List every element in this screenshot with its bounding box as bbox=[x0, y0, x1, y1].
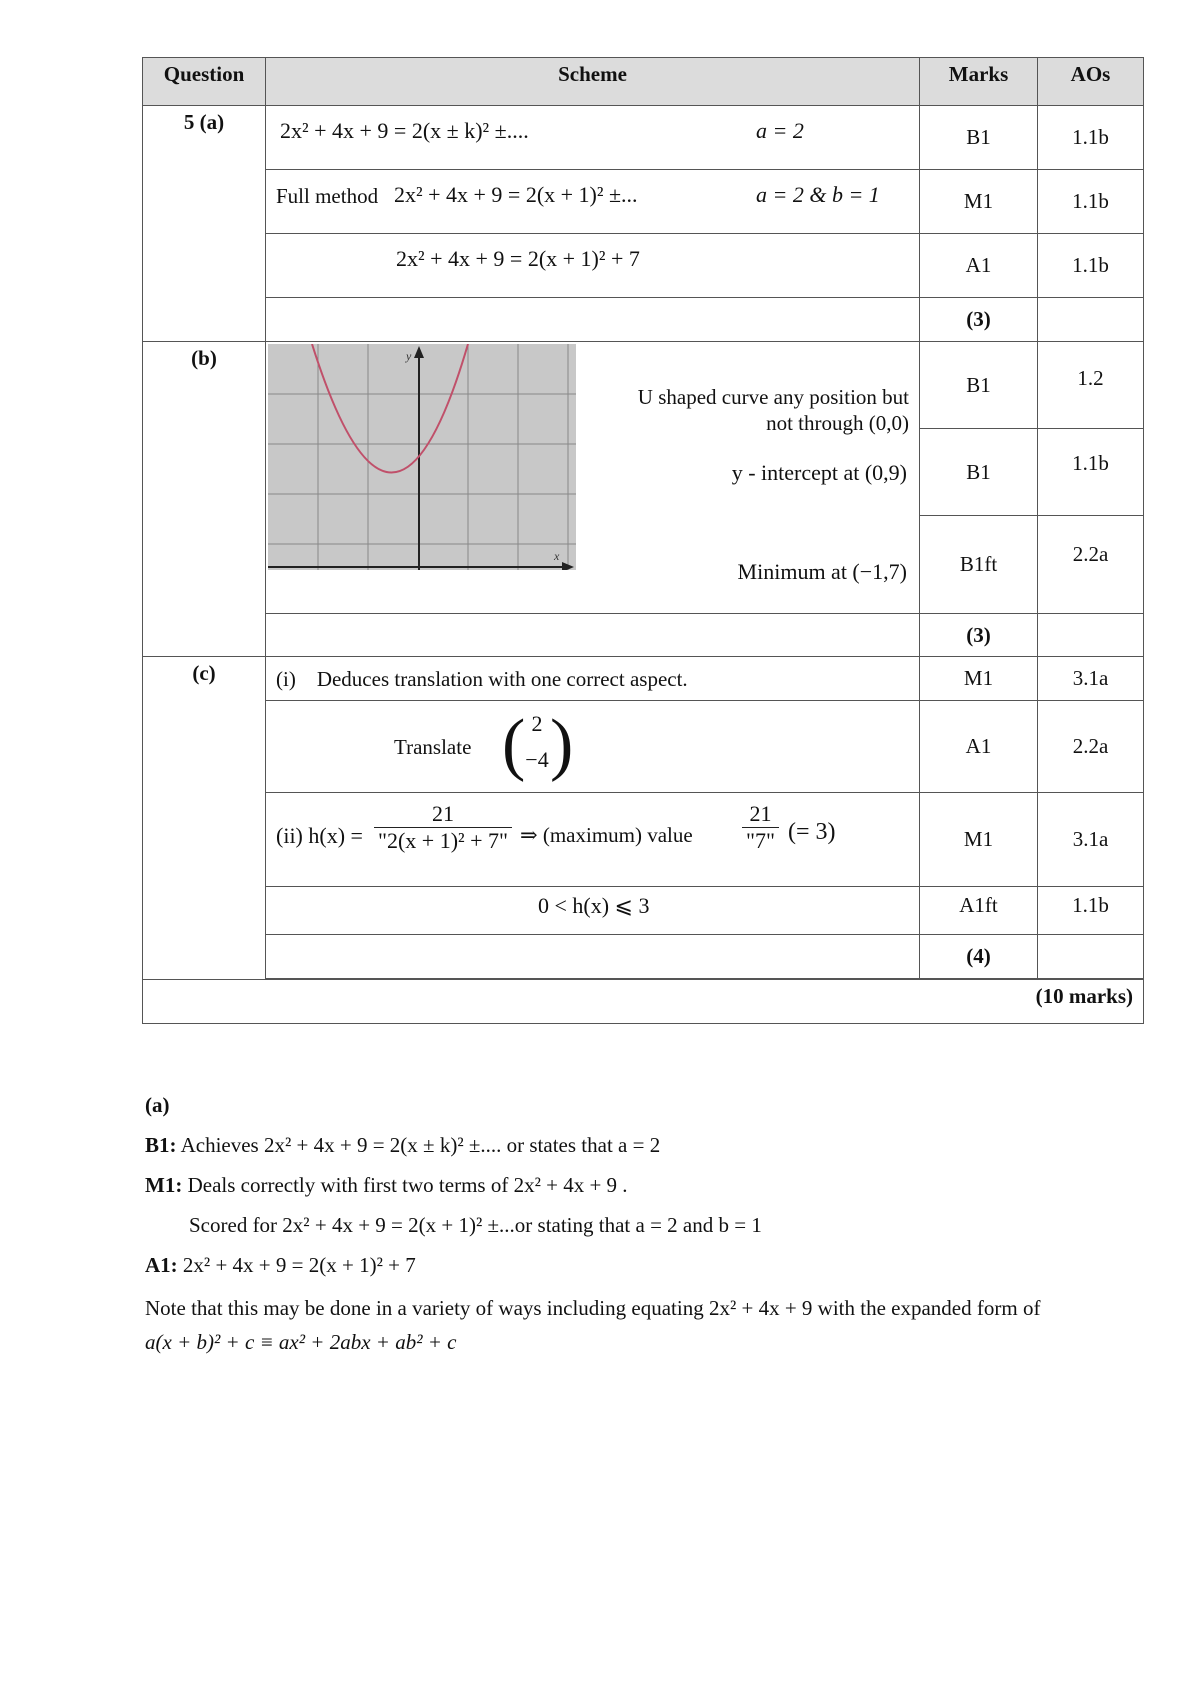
grand-total: (10 marks) bbox=[143, 980, 1144, 1024]
part-a-row-1 bbox=[143, 106, 1144, 170]
note-a1-label: A1: bbox=[145, 1253, 178, 1277]
scheme-text: U shaped curve any position but not through (0,0) bbox=[637, 385, 909, 435]
part-b-row-1 bbox=[143, 342, 1144, 429]
part-b-total-row bbox=[143, 614, 1144, 657]
marks: B1 bbox=[920, 342, 1038, 429]
ao: 1.1b bbox=[1038, 106, 1144, 170]
marks: M1 bbox=[920, 170, 1038, 234]
max-value-text: ⇒ (maximum) value bbox=[520, 823, 693, 847]
header-question: Question bbox=[143, 58, 266, 106]
ao: 1.2 bbox=[1038, 342, 1144, 429]
question-5a: 5 (a) bbox=[143, 106, 266, 342]
h-fraction-denominator: "2(x + 1)² + 7" bbox=[378, 828, 509, 853]
notes-heading: (a) bbox=[145, 1093, 170, 1117]
note-b1-text: Achieves 2x² + 4x + 9 = 2(x ± k)² ±.... or states that a = 2 bbox=[180, 1133, 661, 1157]
graph-background bbox=[268, 344, 576, 570]
part-b-total: (3) bbox=[920, 614, 1038, 657]
header-marks: Marks bbox=[920, 58, 1038, 106]
note-1: Note that this may be done in a variety of ways including equating 2x² + 4x + 9 with the expanded form of bbox=[145, 1296, 1041, 1320]
value-fraction bbox=[742, 801, 779, 854]
y-axis-label: y bbox=[406, 349, 412, 363]
marks: M1 bbox=[920, 657, 1038, 701]
scheme-eq: 2x² + 4x + 9 = 2(x ± k)² ±.... bbox=[280, 118, 529, 143]
vector-bottom: −4 bbox=[525, 747, 549, 772]
marks: A1 bbox=[920, 701, 1038, 793]
ao: 1.1b bbox=[1038, 170, 1144, 234]
note-a1-text: 2x² + 4x + 9 = 2(x + 1)² + 7 bbox=[182, 1253, 416, 1277]
marks: A1ft bbox=[920, 887, 1038, 935]
marks: B1ft bbox=[920, 516, 1038, 614]
parabola-graph bbox=[268, 344, 576, 570]
part-c-row-1 bbox=[143, 657, 1144, 701]
h-fraction-numerator: 21 bbox=[374, 801, 512, 828]
scheme-text: (i) Deduces translation with one correct aspect. bbox=[276, 667, 688, 691]
marks: B1 bbox=[920, 429, 1038, 516]
question-b: (b) bbox=[143, 342, 266, 657]
scheme-note: a = 2 & b = 1 bbox=[756, 182, 880, 207]
part-a-total-row bbox=[143, 298, 1144, 342]
marks: M1 bbox=[920, 793, 1038, 887]
vector-left-paren: ( bbox=[502, 706, 526, 783]
marking-notes bbox=[145, 1085, 1145, 1359]
scheme-prefix: Full method bbox=[276, 184, 379, 208]
range-text: 0 < h(x) ⩽ 3 bbox=[538, 893, 650, 918]
minimum-text: Minimum at (−1,7) bbox=[737, 559, 907, 584]
header-scheme: Scheme bbox=[266, 58, 920, 106]
scheme-note: a = 2 bbox=[756, 118, 804, 143]
note-b1-label: B1: bbox=[145, 1133, 177, 1157]
note-m1-text2: Scored for 2x² + 4x + 9 = 2(x + 1)² ±...or stating that a = 2 and b = 1 bbox=[189, 1213, 762, 1237]
grand-total-row bbox=[143, 980, 1144, 1024]
ao: 2.2a bbox=[1038, 701, 1144, 793]
note-m1 bbox=[145, 1165, 1145, 1205]
x-axis-label: x bbox=[554, 549, 560, 563]
part-a-total: (3) bbox=[920, 298, 1038, 342]
ao: 3.1a bbox=[1038, 793, 1144, 887]
translate-label: Translate bbox=[394, 735, 472, 759]
part-a-row-2 bbox=[143, 170, 1144, 234]
y-intercept-text: y - intercept at (0,9) bbox=[731, 460, 907, 485]
question-c: (c) bbox=[143, 657, 266, 980]
ao: 1.1b bbox=[1038, 234, 1144, 298]
part-c-total-row bbox=[143, 935, 1144, 979]
scheme-eq: 2x² + 4x + 9 = 2(x + 1)² ±... bbox=[394, 182, 638, 207]
scheme-eq: 2x² + 4x + 9 = 2(x + 1)² + 7 bbox=[396, 246, 640, 271]
value-fraction-denominator: "7" bbox=[746, 828, 775, 853]
vector-top: 2 bbox=[531, 711, 543, 736]
ao: 1.1b bbox=[1038, 429, 1144, 516]
part-c-total: (4) bbox=[920, 935, 1038, 979]
note-m1-text: Deals correctly with first two terms of 2x² + 4x + 9 . bbox=[187, 1173, 628, 1197]
marks: A1 bbox=[920, 234, 1038, 298]
note-m1-label: M1: bbox=[145, 1173, 183, 1197]
marks: B1 bbox=[920, 106, 1038, 170]
part-c-row-3 bbox=[143, 793, 1144, 887]
part-c-row-4 bbox=[143, 887, 1144, 935]
header-row bbox=[143, 58, 1144, 106]
note-2: a(x + b)² + c ≡ ax² + 2abx + ab² + c bbox=[145, 1330, 457, 1354]
value-fraction-numerator: 21 bbox=[742, 801, 779, 828]
value-result: (= 3) bbox=[788, 819, 836, 845]
h-fraction bbox=[374, 801, 512, 854]
note-a1 bbox=[145, 1245, 1145, 1285]
ao: 1.1b bbox=[1038, 887, 1144, 935]
h-definition: (ii) h(x) = bbox=[276, 823, 363, 848]
part-a-row-3 bbox=[143, 234, 1144, 298]
part-b-scheme-cell bbox=[266, 342, 920, 614]
part-c-row-2 bbox=[143, 701, 1144, 793]
ao: 3.1a bbox=[1038, 657, 1144, 701]
mark-scheme-table bbox=[142, 57, 1144, 1024]
header-aos: AOs bbox=[1038, 58, 1144, 106]
vector-right-paren: ) bbox=[550, 706, 574, 783]
ao: 2.2a bbox=[1038, 516, 1144, 614]
note-b1 bbox=[145, 1125, 1145, 1165]
